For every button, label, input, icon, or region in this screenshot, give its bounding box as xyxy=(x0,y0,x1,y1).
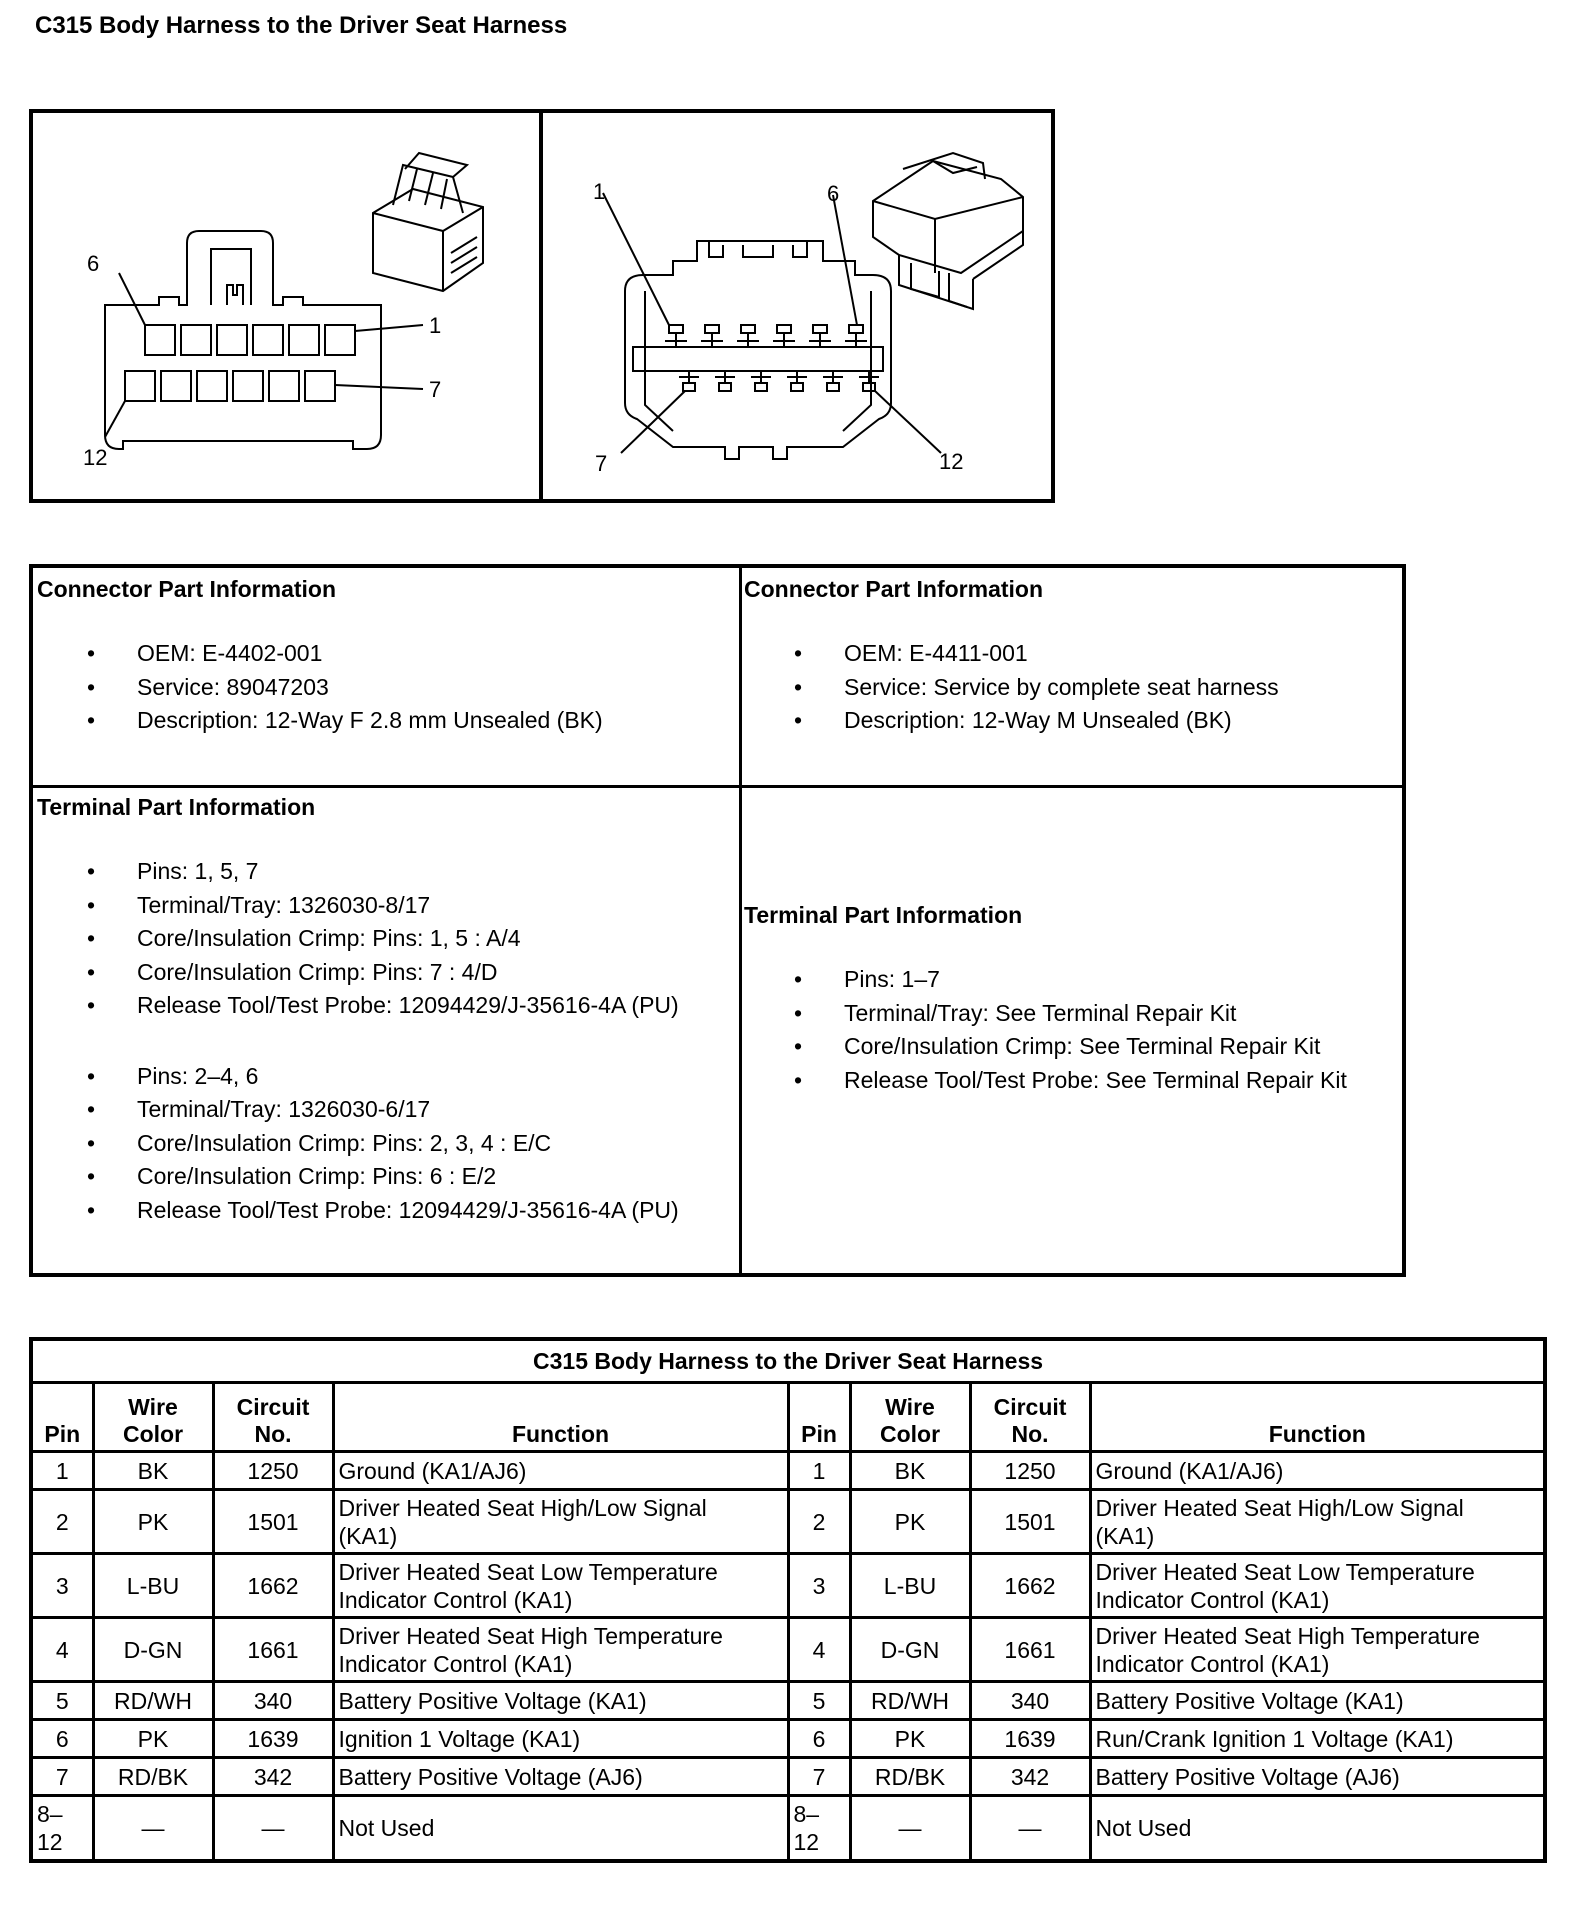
terminal-info-right-heading: Terminal Part Information xyxy=(744,902,1023,928)
header-function: Function xyxy=(333,1383,788,1452)
cell-circuit: 342 xyxy=(213,1758,333,1796)
cell-pin: 4 xyxy=(788,1618,850,1682)
cell-function: Not Used xyxy=(1090,1796,1545,1861)
cell-wire-color: PK xyxy=(93,1720,213,1758)
cell-wire-color: RD/BK xyxy=(93,1758,213,1796)
info-divider-horizontal xyxy=(33,785,1402,788)
cell-function: Driver Heated Seat High Temperature Indicator Control (KA1) xyxy=(333,1618,788,1682)
cell-pin: 1 xyxy=(31,1452,93,1490)
left-label-pin1: 1 xyxy=(429,313,442,338)
header-pin: Pin xyxy=(31,1383,93,1452)
cell-circuit: 1501 xyxy=(970,1490,1090,1554)
cell-pin: 8– 12 xyxy=(31,1796,93,1861)
cell-pin: 6 xyxy=(31,1720,93,1758)
cell-pin: 2 xyxy=(788,1490,850,1554)
left-label-pin7: 7 xyxy=(429,377,442,402)
table-row xyxy=(31,1682,1545,1720)
cell-function: Driver Heated Seat High Temperature Indicator Control (KA1) xyxy=(1090,1618,1545,1682)
cell-pin: 5 xyxy=(788,1682,850,1720)
list-item: • Core/Insulation Crimp: Pins: 7 : 4/D xyxy=(37,956,679,990)
list-item: • Pins: 2–4, 6 xyxy=(37,1060,679,1094)
cell-circuit: 1639 xyxy=(970,1720,1090,1758)
terminal-info-left-heading: Terminal Part Information xyxy=(37,794,316,820)
connector-info-right xyxy=(744,576,1279,738)
female-cavities-bottom xyxy=(125,371,335,401)
pinout-header-row xyxy=(31,1383,1545,1452)
list-item: • Core/Insulation Crimp: Pins: 2, 3, 4 : E/C xyxy=(37,1127,679,1161)
terminal-info-left xyxy=(37,794,679,1227)
cell-wire-color: BK xyxy=(850,1452,970,1490)
header-function: Function xyxy=(1090,1383,1545,1452)
table-row xyxy=(31,1796,1545,1861)
cell-circuit: 1662 xyxy=(970,1554,1090,1618)
male-connector-iso-sketch xyxy=(873,153,1023,309)
part-info-table xyxy=(29,564,1406,1277)
right-label-pin12: 12 xyxy=(939,449,964,474)
header-circuit: Circuit No. xyxy=(970,1383,1090,1452)
cell-function: Ground (KA1/AJ6) xyxy=(333,1452,788,1490)
cell-circuit: 1661 xyxy=(970,1618,1090,1682)
cell-wire-color: PK xyxy=(850,1490,970,1554)
cell-circuit: 1501 xyxy=(213,1490,333,1554)
cell-circuit: 340 xyxy=(213,1682,333,1720)
list-item: • OEM: E-4402-001 xyxy=(37,637,603,671)
header-pin: Pin xyxy=(788,1383,850,1452)
cell-wire-color: — xyxy=(850,1796,970,1861)
cell-pin: 3 xyxy=(788,1554,850,1618)
header-wire-color: Wire Color xyxy=(93,1383,213,1452)
cell-wire-color: PK xyxy=(850,1720,970,1758)
list-item: • Core/Insulation Crimp: Pins: 6 : E/2 xyxy=(37,1160,679,1194)
right-label-pin7: 7 xyxy=(595,451,608,476)
cell-function: Driver Heated Seat High/Low Signal (KA1) xyxy=(1090,1490,1545,1554)
male-connector-face xyxy=(603,193,941,459)
cell-pin: 1 xyxy=(788,1452,850,1490)
cell-function: Battery Positive Voltage (KA1) xyxy=(333,1682,788,1720)
list-item: • Core/Insulation Crimp: See Terminal Repair Kit xyxy=(744,1030,1347,1064)
table-row xyxy=(31,1618,1545,1682)
pinout-table xyxy=(29,1337,1547,1863)
cell-wire-color: BK xyxy=(93,1452,213,1490)
pinout-table-title: C315 Body Harness to the Driver Seat Harness xyxy=(31,1339,1545,1383)
header-wire-color: Wire Color xyxy=(850,1383,970,1452)
table-row xyxy=(31,1720,1545,1758)
cell-pin: 5 xyxy=(31,1682,93,1720)
info-divider-vertical xyxy=(739,568,742,1273)
cell-function: Driver Heated Seat Low Temperature Indicator Control (KA1) xyxy=(333,1554,788,1618)
right-label-pin1: 1 xyxy=(593,179,606,204)
list-item: • Description: 12-Way M Unsealed (BK) xyxy=(744,704,1279,738)
table-row xyxy=(31,1452,1545,1490)
cell-pin: 2 xyxy=(31,1490,93,1554)
cell-function: Battery Positive Voltage (AJ6) xyxy=(333,1758,788,1796)
list-item: • Release Tool/Test Probe: 12094429/J-35616-4A (PU) xyxy=(37,989,679,1023)
cell-wire-color: PK xyxy=(93,1490,213,1554)
cell-circuit: 340 xyxy=(970,1682,1090,1720)
table-row xyxy=(31,1490,1545,1554)
cell-pin: 6 xyxy=(788,1720,850,1758)
cell-wire-color: RD/WH xyxy=(850,1682,970,1720)
cell-circuit: — xyxy=(970,1796,1090,1861)
left-label-pin12: 12 xyxy=(83,445,108,470)
cell-pin: 3 xyxy=(31,1554,93,1618)
cell-circuit: 342 xyxy=(970,1758,1090,1796)
list-item: • Terminal/Tray: See Terminal Repair Kit xyxy=(744,997,1347,1031)
list-item: • OEM: E-4411-001 xyxy=(744,637,1279,671)
cell-function: Driver Heated Seat High/Low Signal (KA1) xyxy=(333,1490,788,1554)
cell-function: Ignition 1 Voltage (KA1) xyxy=(333,1720,788,1758)
cell-circuit: 1661 xyxy=(213,1618,333,1682)
cell-pin: 7 xyxy=(31,1758,93,1796)
cell-wire-color: RD/BK xyxy=(850,1758,970,1796)
cell-wire-color: L-BU xyxy=(93,1554,213,1618)
list-item: • Pins: 1, 5, 7 xyxy=(37,855,679,889)
cell-function: Ground (KA1/AJ6) xyxy=(1090,1452,1545,1490)
terminal-info-right xyxy=(744,902,1347,1097)
list-item: • Terminal/Tray: 1326030-6/17 xyxy=(37,1093,679,1127)
table-row xyxy=(31,1758,1545,1796)
connector-drawings xyxy=(33,113,1051,499)
table-row xyxy=(31,1554,1545,1618)
cell-wire-color: D-GN xyxy=(93,1618,213,1682)
cell-circuit: 1639 xyxy=(213,1720,333,1758)
connector-info-right-heading: Connector Part Information xyxy=(744,576,1044,602)
cell-wire-color: RD/WH xyxy=(93,1682,213,1720)
female-connector-face xyxy=(105,231,423,449)
left-label-pin6: 6 xyxy=(87,251,100,276)
cell-circuit: 1250 xyxy=(970,1452,1090,1490)
list-item: • Release Tool/Test Probe: 12094429/J-35616-4A (PU) xyxy=(37,1194,679,1228)
connector-info-left xyxy=(37,576,603,738)
connector-info-left-heading: Connector Part Information xyxy=(37,576,337,602)
cell-circuit: 1250 xyxy=(213,1452,333,1490)
list-item: • Service: 89047203 xyxy=(37,671,603,705)
list-item: • Pins: 1–7 xyxy=(744,963,1347,997)
cell-function: Battery Positive Voltage (AJ6) xyxy=(1090,1758,1545,1796)
cell-function: Run/Crank Ignition 1 Voltage (KA1) xyxy=(1090,1720,1545,1758)
cell-wire-color: — xyxy=(93,1796,213,1861)
cell-pin: 7 xyxy=(788,1758,850,1796)
cell-function: Not Used xyxy=(333,1796,788,1861)
cell-pin: 4 xyxy=(31,1618,93,1682)
male-pins-top xyxy=(665,325,867,347)
connector-diagram xyxy=(29,109,1055,503)
list-item: • Description: 12-Way F 2.8 mm Unsealed (BK) xyxy=(37,704,603,738)
cell-circuit: — xyxy=(213,1796,333,1861)
female-connector-iso-sketch xyxy=(373,153,483,291)
right-label-pin6: 6 xyxy=(827,181,840,206)
page-title: C315 Body Harness to the Driver Seat Harness xyxy=(35,12,568,39)
female-cavities-top xyxy=(145,325,355,355)
cell-wire-color: L-BU xyxy=(850,1554,970,1618)
cell-wire-color: D-GN xyxy=(850,1618,970,1682)
header-circuit: Circuit No. xyxy=(213,1383,333,1452)
list-item: • Terminal/Tray: 1326030-8/17 xyxy=(37,889,679,923)
list-item: • Service: Service by complete seat harness xyxy=(744,671,1279,705)
cell-function: Driver Heated Seat Low Temperature Indicator Control (KA1) xyxy=(1090,1554,1545,1618)
cell-function: Battery Positive Voltage (KA1) xyxy=(1090,1682,1545,1720)
cell-circuit: 1662 xyxy=(213,1554,333,1618)
list-item: • Core/Insulation Crimp: Pins: 1, 5 : A/4 xyxy=(37,922,679,956)
cell-pin: 8– 12 xyxy=(788,1796,850,1861)
male-pins-bottom xyxy=(679,371,879,391)
list-item: • Release Tool/Test Probe: See Terminal Repair Kit xyxy=(744,1064,1347,1098)
